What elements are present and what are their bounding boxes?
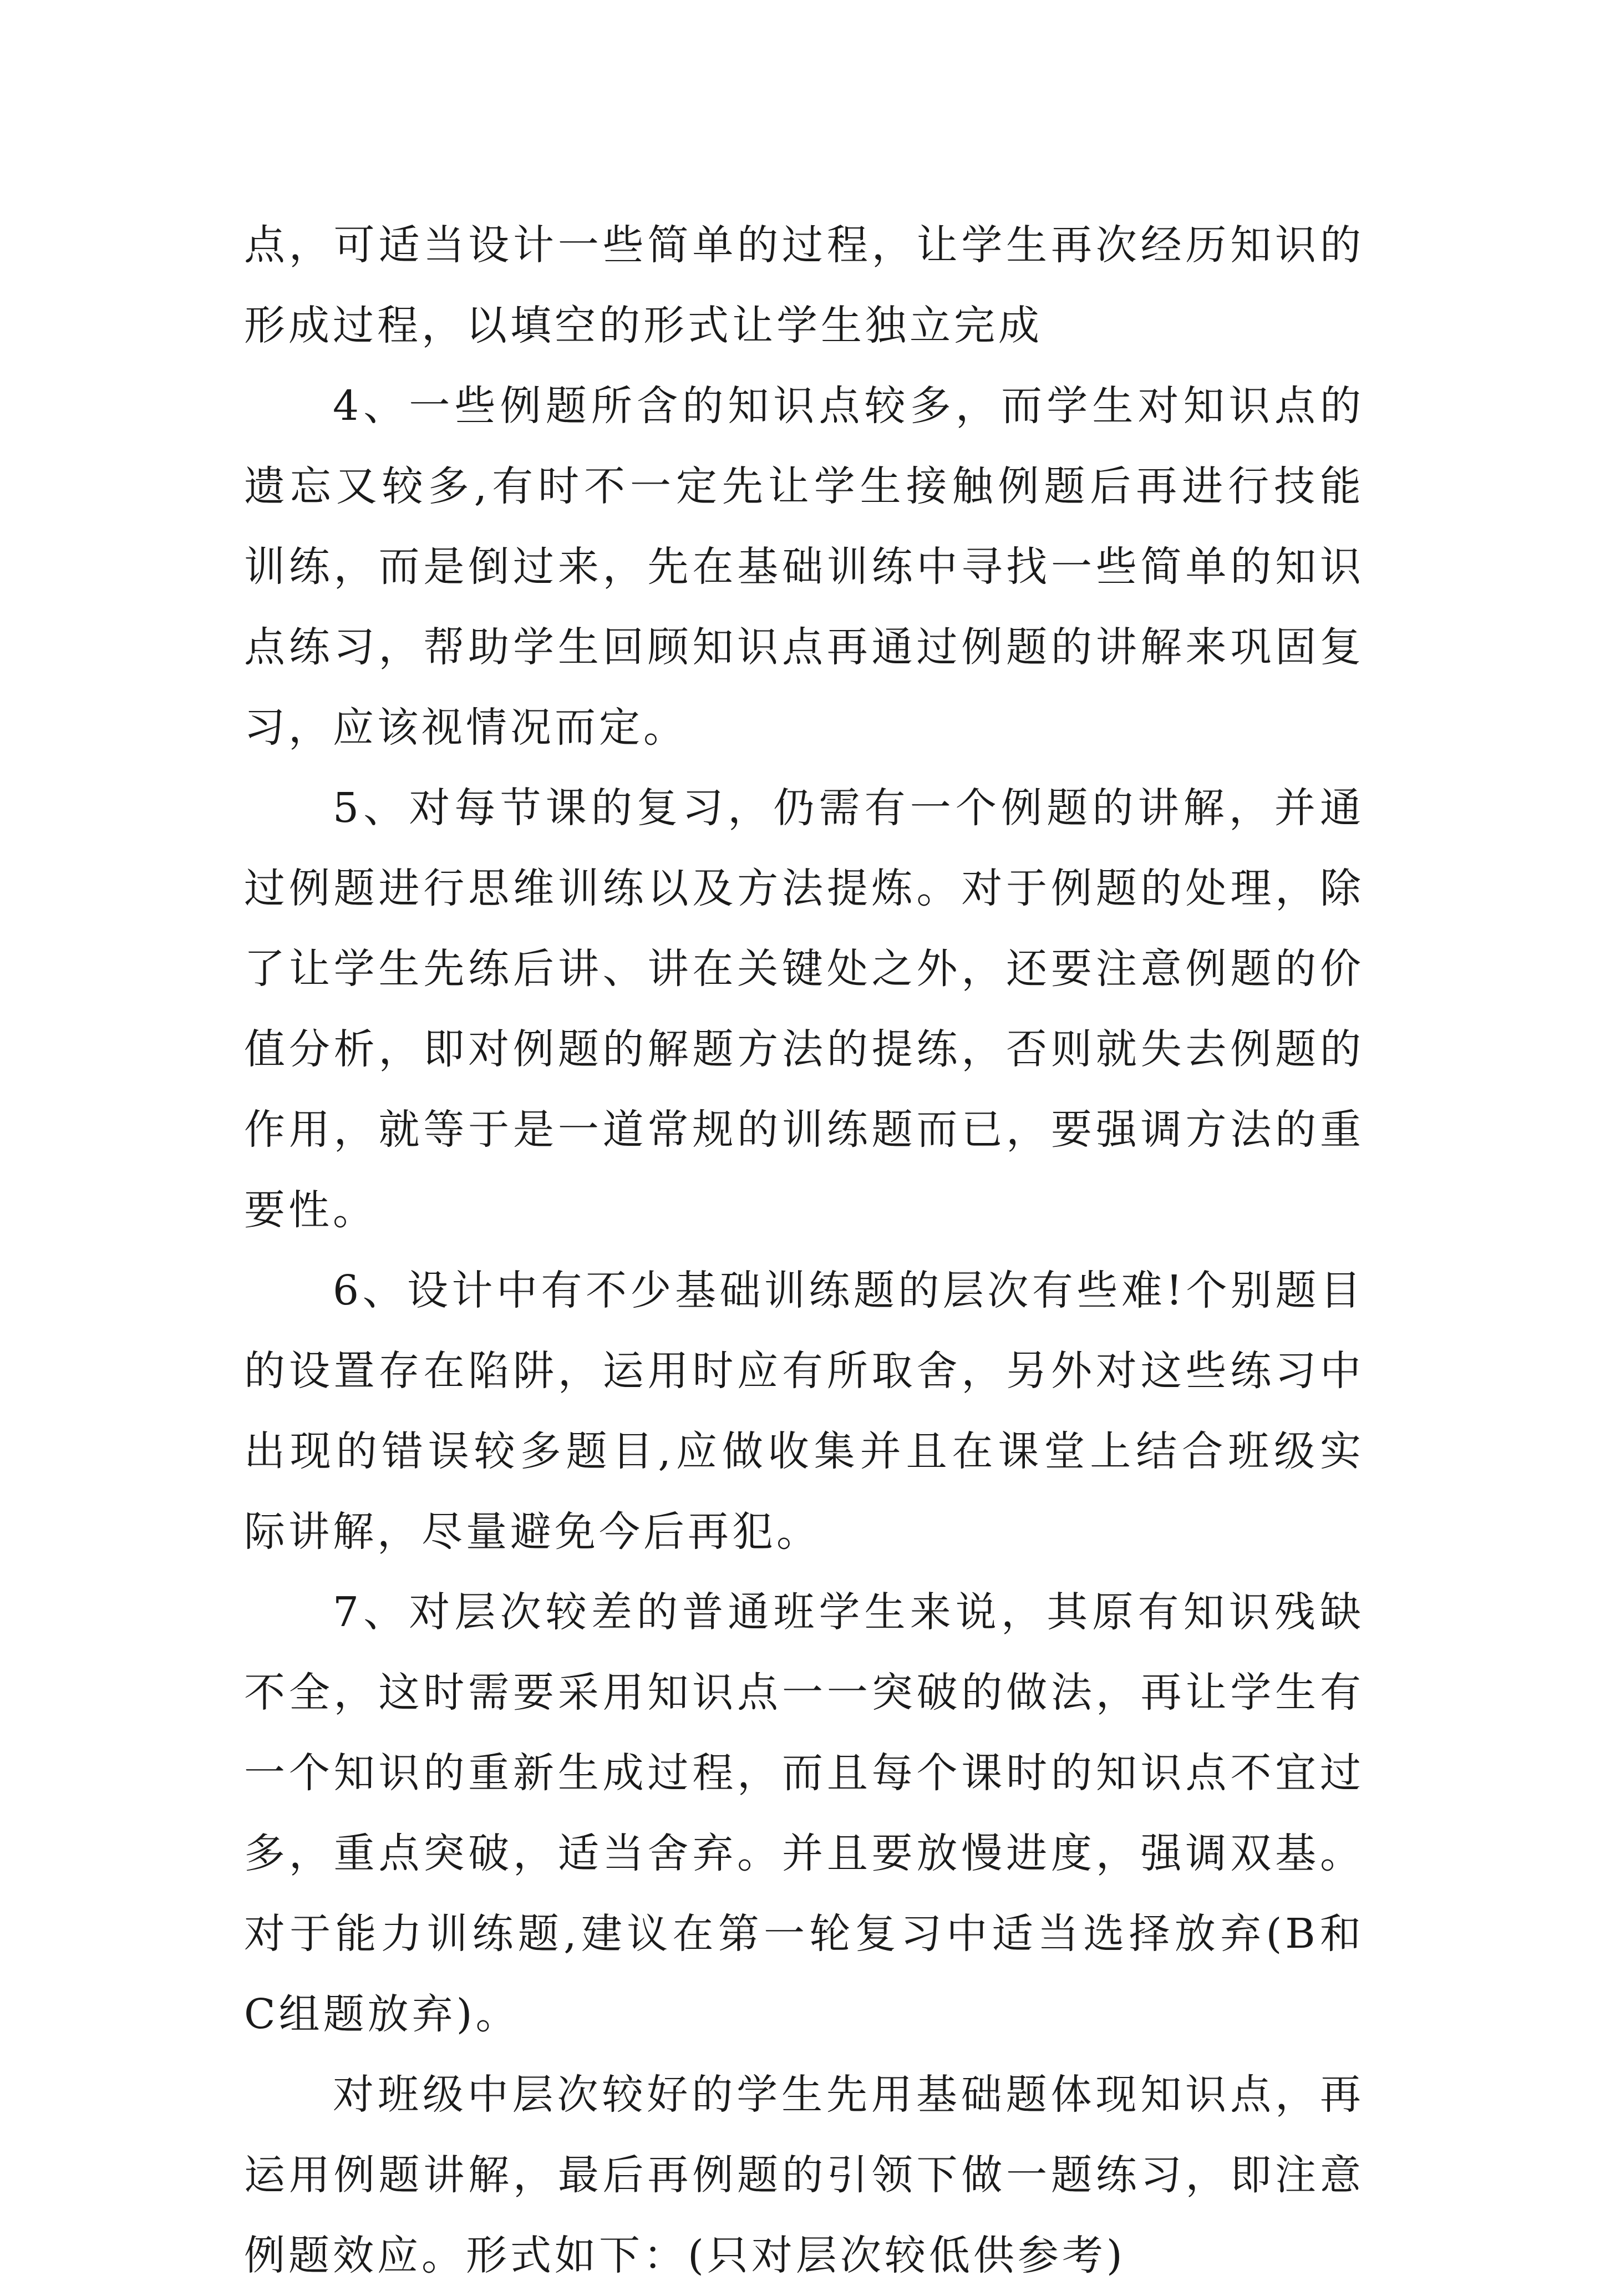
document-body	[244, 205, 1364, 2296]
paragraph-item-5: 5、对每节课的复习，仍需有一个例题的讲解，并通过例题进行思维训练以及方法提炼。对于例题的处理，除了让学生先练后讲、讲在关键处之外，还要注意例题的价值分析，即对例题的解题方法的提练，否则就失去例题的作用，就等于是一道常规的训练题而已，要强调方法的重要性。	[244, 784, 1364, 1234]
paragraph-item-4: 4、一些例题所含的知识点较多，而学生对知识点的遗忘又较多,有时不一定先让学生接触例题后再进行技能训练，而是倒过来，先在基础训练中寻找一些简单的知识点练习，帮助学生回顾知识点再通过例题的讲解来巩固复习，应该视情况而定。	[244, 382, 1364, 751]
paragraph-item-6: 6、设计中有不少基础训练题的层次有些难!个别题目的设置存在陷阱，运用时应有所取舍，另外对这些练习中出现的错误较多题目,应做收集并且在课堂上结合班级实际讲解，尽量避免今后再犯。	[244, 1267, 1364, 1556]
paragraph-item-7: 7、对层次较差的普通班学生来说，其原有知识残缺不全，这时需要采用知识点一一突破的做法，再让学生有一个知识的重新生成过程，而且每个课时的知识点不宜过多，重点突破，适当舍弃。并且要放慢进度，强调双基。对于能力训练题,建议在第一轮复习中适当选择放弃(B和C组题放弃)。	[244, 1588, 1364, 2038]
paragraph-continuation: 点，可适当设计一些简单的过程，让学生再次经历知识的形成过程，以填空的形式让学生独立完成	[244, 221, 1364, 349]
paragraph-advanced-students: 对班级中层次较好的学生先用基础题体现知识点，再运用例题讲解，最后再例题的引领下做一题练习，即注意例题效应。形式如下：(只对层次较低供参考)	[244, 2071, 1364, 2279]
